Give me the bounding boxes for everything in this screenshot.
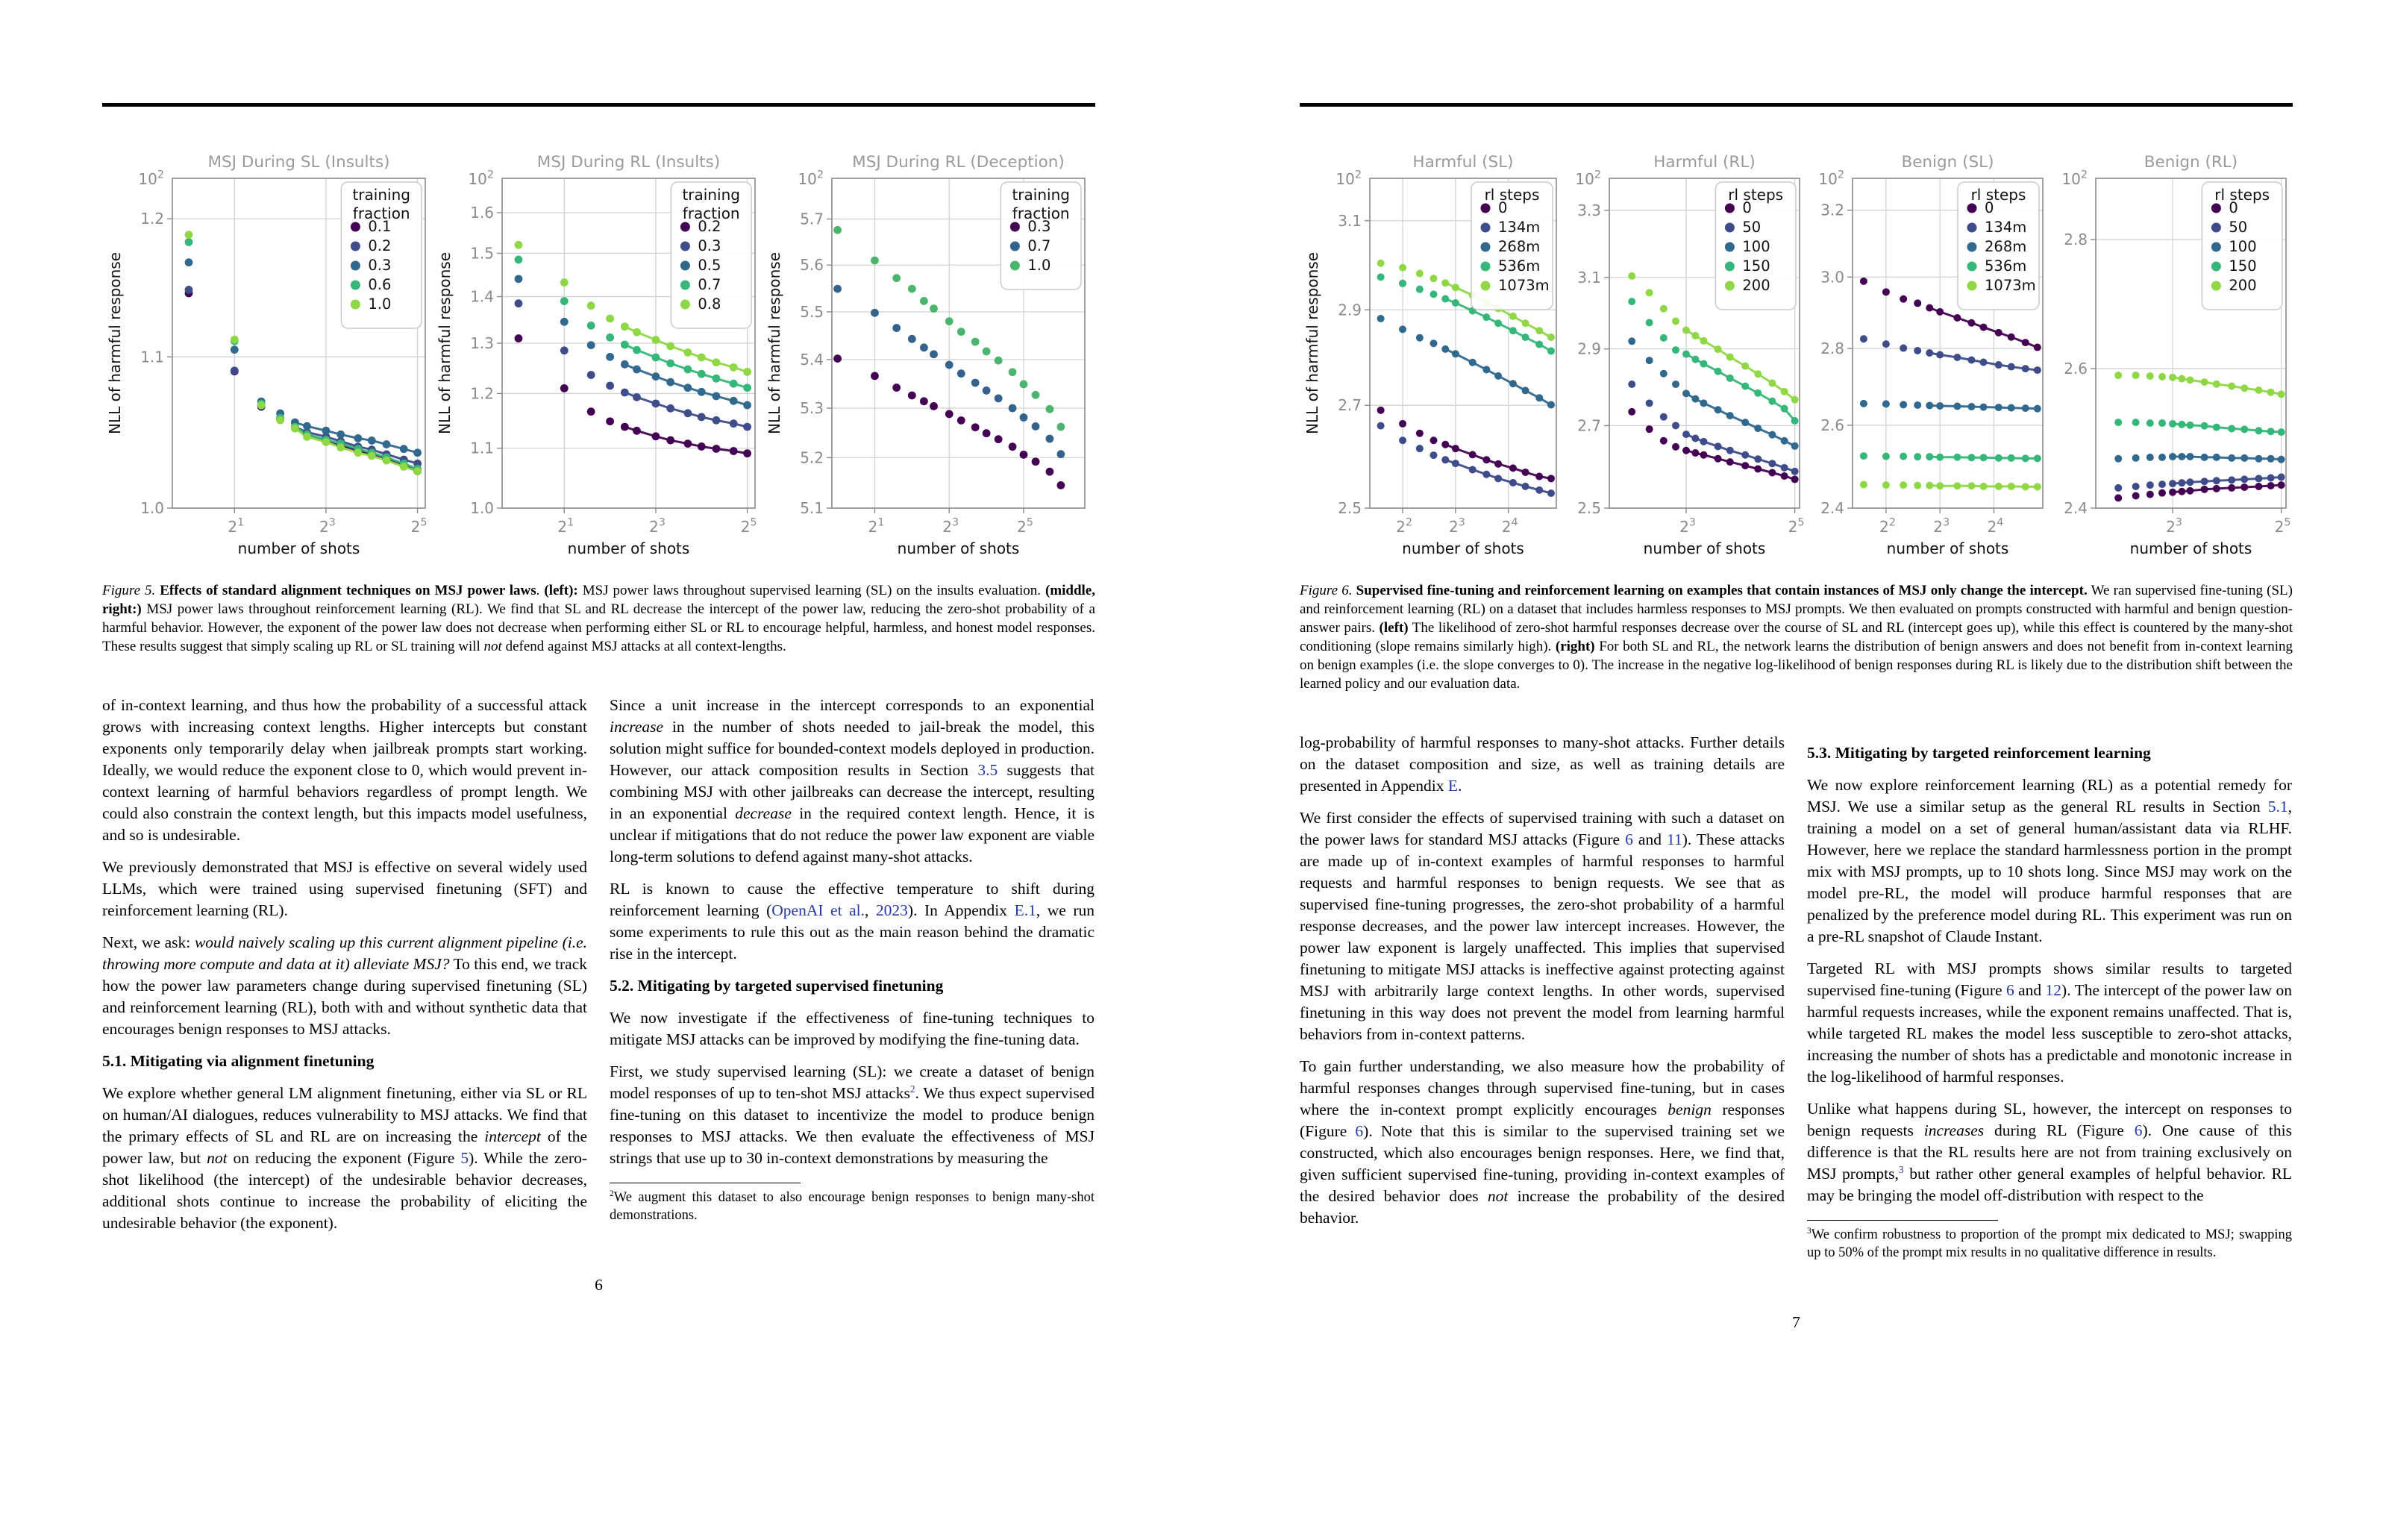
svg-text:23: $2^3$ bbox=[942, 516, 959, 536]
svg-text:50: 50 bbox=[2229, 218, 2248, 236]
svg-text:5.4: 5.4 bbox=[800, 350, 824, 369]
text-segment: and bbox=[1632, 830, 1668, 848]
svg-text:rl steps: rl steps bbox=[1728, 185, 1784, 204]
svg-text:number of shots: number of shots bbox=[237, 539, 360, 557]
paragraph bbox=[102, 932, 587, 1040]
text-segment: ). Note that this is similar to the supervised training set we constructed, which also encourages benign responses. Here, we find that, given sufficient supervised fine-tuning, providing in-context examples of the desired behavior does bbox=[1300, 1121, 1785, 1205]
svg-text:23: $2^3$ bbox=[648, 516, 666, 536]
svg-text:102: $10^2$ bbox=[468, 169, 494, 188]
svg-text:25: $2^5$ bbox=[1788, 516, 1805, 536]
svg-text:23: $2^3$ bbox=[319, 516, 336, 536]
page-7-content bbox=[1300, 0, 2293, 1411]
text-segment: intercept bbox=[484, 1127, 541, 1145]
svg-text:2.5: 2.5 bbox=[1338, 498, 1362, 517]
svg-text:0.5: 0.5 bbox=[698, 256, 721, 274]
text-segment: suggests that combining MSJ with other jailbreaks can decrease the intercept, resulting in an exponential bbox=[610, 760, 1095, 822]
page-number-7: 7 bbox=[1792, 1312, 1800, 1331]
svg-text:23: $2^3$ bbox=[1933, 516, 1950, 536]
svg-text:24: $2^4$ bbox=[1987, 516, 2004, 536]
svg-text:0.8: 0.8 bbox=[698, 295, 721, 313]
svg-text:Harmful (RL): Harmful (RL) bbox=[1653, 152, 1756, 172]
svg-text:24: $2^4$ bbox=[1501, 516, 1518, 536]
svg-text:3.2: 3.2 bbox=[1820, 201, 1844, 219]
svg-text:1.0: 1.0 bbox=[1027, 256, 1051, 274]
svg-text:102: $10^2$ bbox=[138, 169, 164, 188]
svg-text:0.2: 0.2 bbox=[368, 237, 392, 254]
page-6-column-1 bbox=[102, 695, 587, 1374]
svg-text:1.2: 1.2 bbox=[470, 384, 494, 402]
text-segment: . We thus expect supervised fine-tuning on this dataset to incentivize the model to produce benign responses to MSJ attacks. We then evaluate the effectiveness of MSJ strings that use up to 30 in-context demonstrations by measuring the bbox=[610, 1083, 1095, 1167]
inline-reference-link[interactable]: 12 bbox=[2045, 980, 2062, 999]
svg-text:200: 200 bbox=[2229, 276, 2257, 294]
paragraph bbox=[102, 1083, 587, 1234]
page-7-column-2 bbox=[1807, 732, 2292, 1411]
svg-text:1073m: 1073m bbox=[1498, 276, 1550, 294]
svg-text:1.6: 1.6 bbox=[470, 203, 494, 222]
page-number-6: 6 bbox=[595, 1275, 603, 1294]
text-segment: would naively scaling up this current alignment pipeline (i.e. throwing more compute and data at it) alleviate MSJ? bbox=[102, 933, 588, 973]
inline-reference-link[interactable]: 5.1 bbox=[2267, 797, 2288, 816]
fig5-msj-during-rl-insults-chart bbox=[432, 144, 762, 562]
svg-text:2.4: 2.4 bbox=[2064, 498, 2088, 517]
svg-text:22: $2^2$ bbox=[1879, 516, 1896, 536]
svg-text:1.0: 1.0 bbox=[368, 295, 392, 313]
header-rule bbox=[1300, 103, 2293, 107]
svg-text:fraction: fraction bbox=[352, 204, 410, 222]
svg-text:1.1: 1.1 bbox=[470, 439, 494, 457]
chart-svg-benign-rl bbox=[2049, 144, 2293, 562]
svg-text:21: $2^1$ bbox=[557, 516, 574, 536]
svg-text:2.9: 2.9 bbox=[1577, 339, 1601, 358]
svg-text:NLL of harmful response: NLL of harmful response bbox=[436, 251, 454, 434]
svg-text:0.2: 0.2 bbox=[698, 217, 721, 235]
svg-text:training: training bbox=[1012, 185, 1070, 204]
text-segment: To gain further understanding, we also measure how the probability of harmful responses changes through supervised fine-tuning, but in cases where the in-context prompt explicitly encourages bbox=[1300, 1057, 1785, 1118]
svg-text:MSJ During RL (Deception): MSJ During RL (Deception) bbox=[852, 152, 1065, 172]
text-segment: of in-context learning, and thus how the probability of a successful attack grows with increasing context lengths. Higher intercepts but constant exponents only temporarily delay when jailbreak prompts start working. Ideally, we would reduce the exponent close to 0, which would prevent in-context learning of harmful behaviors regardless of prompt length. We could also constrain the context length, but this impacts model usefulness, and so is undesirable. bbox=[102, 695, 587, 844]
inline-reference-link[interactable]: 3.5 bbox=[977, 760, 998, 779]
svg-text:102: $10^2$ bbox=[2061, 169, 2088, 188]
svg-text:0.7: 0.7 bbox=[698, 275, 721, 293]
paragraph bbox=[1807, 1098, 2292, 1206]
header-rule bbox=[102, 103, 1095, 107]
chart-svg-harmful-rl bbox=[1563, 144, 1806, 562]
svg-text:150: 150 bbox=[2229, 257, 2257, 275]
svg-text:0: 0 bbox=[1742, 198, 1752, 216]
svg-text:2.7: 2.7 bbox=[1577, 416, 1601, 434]
text-segment: (left) bbox=[1379, 619, 1409, 636]
svg-text:number of shots: number of shots bbox=[1643, 539, 1766, 557]
inline-reference-link[interactable]: 11 bbox=[1667, 830, 1682, 848]
inline-reference-link[interactable]: E.1 bbox=[1014, 901, 1036, 919]
svg-text:training: training bbox=[352, 185, 410, 204]
page-6-column-2 bbox=[610, 695, 1095, 1374]
text-segment: 3 bbox=[1807, 1226, 1811, 1236]
text-segment: RL is known to cause the effective temperature to shift during reinforcement learning ( bbox=[610, 879, 1095, 919]
text-segment: responses (Figure bbox=[1300, 1100, 1785, 1140]
inline-reference-link[interactable]: 2 bbox=[909, 1083, 915, 1095]
text-segment: in the required context length. Hence, it is unclear if mitigations that do not reduce the power law exponent are viable long-term solutions to defend against many-shot attacks. bbox=[610, 804, 1095, 866]
svg-text:5.3: 5.3 bbox=[800, 398, 824, 417]
svg-text:536m: 536m bbox=[1985, 257, 2027, 275]
svg-text:MSJ During SL (Insults): MSJ During SL (Insults) bbox=[207, 152, 390, 172]
inline-reference-link[interactable]: 6 bbox=[1625, 830, 1633, 848]
svg-text:number of shots: number of shots bbox=[567, 539, 690, 557]
text-segment: We now investigate if the effectiveness of fine-tuning techniques to mitigate MSJ attacks can be improved by modifying the fine-tuning data. bbox=[610, 1008, 1095, 1048]
svg-text:2.5: 2.5 bbox=[1577, 498, 1601, 517]
text-segment: in the number of shots needed to jail-break the model, this solution might suffice for bounded-context models deployed in production. However, our attack composition results in Section bbox=[610, 717, 1095, 779]
figure6-caption bbox=[1300, 581, 2293, 693]
svg-text:1.3: 1.3 bbox=[470, 334, 494, 352]
svg-text:2.6: 2.6 bbox=[2064, 359, 2088, 378]
svg-text:fraction: fraction bbox=[1012, 204, 1070, 222]
svg-text:23: $2^3$ bbox=[1448, 516, 1465, 536]
svg-text:2.8: 2.8 bbox=[1820, 339, 1844, 357]
paragraph bbox=[610, 695, 1095, 868]
svg-text:5.2: 5.2 bbox=[800, 448, 824, 466]
svg-text:21: $2^1$ bbox=[228, 516, 245, 536]
inline-reference-link[interactable]: 6 bbox=[2134, 1121, 2143, 1139]
svg-text:268m: 268m bbox=[1985, 237, 2027, 255]
text-segment: on reducing the exponent (Figure bbox=[227, 1148, 461, 1167]
svg-text:100: 100 bbox=[1742, 237, 1770, 255]
svg-text:200: 200 bbox=[1742, 276, 1770, 294]
svg-text:number of shots: number of shots bbox=[2129, 539, 2252, 557]
svg-text:536m: 536m bbox=[1498, 257, 1541, 275]
svg-text:number of shots: number of shots bbox=[1402, 539, 1524, 557]
svg-text:MSJ During RL (Insults): MSJ During RL (Insults) bbox=[536, 152, 721, 172]
text-segment: (left): bbox=[544, 582, 578, 598]
page-6-columns bbox=[102, 695, 1095, 1374]
svg-text:NLL of harmful response: NLL of harmful response bbox=[106, 251, 124, 434]
text-segment: (right) bbox=[1555, 638, 1595, 654]
text-segment: , bbox=[864, 901, 876, 919]
svg-text:number of shots: number of shots bbox=[897, 539, 1020, 557]
page-7-columns bbox=[1300, 732, 2293, 1411]
svg-text:number of shots: number of shots bbox=[1886, 539, 2009, 557]
paragraph bbox=[102, 695, 587, 846]
svg-text:5.6: 5.6 bbox=[800, 255, 824, 274]
svg-text:134m: 134m bbox=[1985, 218, 2027, 236]
text-segment: We explore whether general LM alignment finetuning, either via SL or RL on human/AI dialogues, reduces vulnerability to MSJ attacks. We find that the primary effects of SL and RL are on increasing the bbox=[102, 1083, 587, 1145]
text-segment: ). In Appendix bbox=[907, 901, 1015, 919]
svg-text:0.6: 0.6 bbox=[368, 275, 392, 293]
svg-text:1.1: 1.1 bbox=[140, 347, 164, 366]
text-segment: To this end, we track how the power law parameters change during supervised finetuning (SL) and reinforcement learning (RL), both with and without synthetic data that encourages benign responses to MSJ attacks. bbox=[102, 954, 587, 1038]
svg-text:25: $2^5$ bbox=[740, 516, 757, 536]
text-segment: ). The intercept of the power law on harmful requests increases, while the exponent remains unaffected. That is, while targeted RL makes the model less susceptible to zero-shot attacks, increasing the number of shots has a predictable and monotonic increase in the log-likelihood of harmful responses. bbox=[1807, 980, 2292, 1086]
paragraph bbox=[1807, 958, 2292, 1088]
svg-text:1.4: 1.4 bbox=[470, 287, 494, 306]
svg-text:Benign (SL): Benign (SL) bbox=[1901, 152, 1994, 172]
svg-text:NLL of harmful response: NLL of harmful response bbox=[765, 251, 783, 434]
text-segment: Unlike what happens during SL, however, the intercept on responses to benign requests bbox=[1807, 1099, 2292, 1139]
svg-text:1.2: 1.2 bbox=[140, 209, 164, 228]
inline-reference-link[interactable]: 3 bbox=[1898, 1163, 1904, 1175]
paragraph bbox=[1300, 1056, 1785, 1229]
chart-svg-msj-rl-insults bbox=[432, 144, 762, 562]
text-segment: decrease bbox=[735, 804, 792, 822]
inline-reference-link[interactable]: 6 bbox=[2005, 980, 2014, 999]
svg-text:Benign (RL): Benign (RL) bbox=[2144, 152, 2238, 172]
text-segment: defend against MSJ attacks at all context-lengths. bbox=[501, 638, 786, 654]
text-segment: MSJ power laws throughout supervised learning (SL) on the insults evaluation. bbox=[577, 582, 1045, 598]
svg-text:1073m: 1073m bbox=[1985, 276, 2036, 294]
svg-text:2.9: 2.9 bbox=[1338, 300, 1362, 319]
figure6 bbox=[1300, 144, 2293, 562]
text-segment: , we run some experiments to rule this out as the main reason behind the dramatic rise in the intercept. bbox=[610, 901, 1095, 962]
chart-svg-msj-sl-insults bbox=[102, 144, 432, 562]
svg-text:2.4: 2.4 bbox=[1820, 498, 1844, 517]
svg-text:0.3: 0.3 bbox=[368, 256, 392, 274]
fig6-harmful-sl-chart bbox=[1300, 144, 1563, 562]
text-segment: (middle, right:) bbox=[102, 582, 1096, 617]
chart-svg-harmful-sl bbox=[1300, 144, 1563, 562]
text-segment: Figure 6. bbox=[1300, 582, 1353, 598]
svg-text:3.1: 3.1 bbox=[1338, 211, 1362, 230]
text-segment: not bbox=[1487, 1186, 1509, 1205]
text-segment: ). While the zero-shot likelihood (the intercept) of the undesirable behavior decreases, additional shots continue to increase the probability of eliciting the undesirable behavior (the exponent). bbox=[102, 1148, 587, 1232]
svg-text:NLL of harmful response: NLL of harmful response bbox=[1303, 251, 1321, 434]
svg-text:1.5: 1.5 bbox=[470, 243, 494, 262]
paragraph bbox=[1300, 732, 1785, 797]
text-segment: Next, we ask: bbox=[102, 933, 195, 951]
fig5-msj-during-sl-insults-chart bbox=[102, 144, 432, 562]
svg-text:102: $10^2$ bbox=[1818, 169, 1844, 188]
svg-text:50: 50 bbox=[1742, 218, 1762, 236]
svg-text:5.5: 5.5 bbox=[800, 302, 824, 321]
footnote-rule bbox=[1807, 1220, 1998, 1221]
svg-text:22: $2^2$ bbox=[1396, 516, 1412, 536]
svg-text:23: $2^3$ bbox=[2166, 516, 2182, 536]
svg-text:150: 150 bbox=[1742, 257, 1770, 275]
svg-text:102: $10^2$ bbox=[798, 169, 824, 188]
paragraph bbox=[610, 1007, 1095, 1051]
text-segment: benign bbox=[1668, 1100, 1712, 1118]
page-7 bbox=[1192, 0, 2383, 1540]
text-segment: ). One cause of this difference is that the RL results here are not from training exclusively on MSJ prompts, bbox=[1807, 1121, 2293, 1183]
text-segment: during RL (Figure bbox=[1984, 1121, 2135, 1139]
text-segment: not bbox=[483, 638, 502, 654]
text-segment: The likelihood of zero-shot harmful responses decrease over the course of SL and RL (intercept goes up), while this effect is countered by the many-shot conditioning (slope remains similarly high). bbox=[1300, 619, 2293, 654]
svg-text:0.7: 0.7 bbox=[1027, 237, 1051, 254]
section-heading: 5.2. Mitigating by targeted supervised finetuning bbox=[610, 976, 944, 995]
svg-text:134m: 134m bbox=[1498, 218, 1541, 236]
text-segment: ). These attacks are made up of in-context examples of harmful responses to harmful requests and harmful responses to benign requests. We see that as supervised fine-tuning progresses, the zero-shot probability of a harmful response decreases, and the power law intercept increases. However, the power law exponent is largely unaffected. This implies that supervised finetuning to mitigate MSJ attacks is ineffective against protecting against MSJ with arbitrarily large context lengths. In other words, supervised finetuning in this way does not prevent the model from learning harmful behaviors from in-context patterns. bbox=[1300, 830, 1785, 1043]
text-segment: Figure 5. bbox=[102, 582, 156, 598]
figure5 bbox=[102, 144, 1095, 562]
text-segment: For both SL and RL, the network learns the distribution of benign answers and does not benefit from in-context learning on benign examples (i.e. the slope converges to 0). The increase in the negative log-likelihood of benign responses during RL is likely due to the distribution shift between the learned policy and our evaluation data. bbox=[1300, 638, 2293, 692]
text-segment: 2 bbox=[610, 1189, 614, 1198]
svg-text:21: $2^1$ bbox=[868, 516, 885, 536]
svg-text:2.8: 2.8 bbox=[2064, 230, 2088, 248]
text-segment: First, we study supervised learning (SL): we create a dataset of benign model responses of up to ten-shot MSJ attacks bbox=[610, 1062, 1095, 1102]
svg-text:2.7: 2.7 bbox=[1338, 395, 1362, 414]
text-segment: , training a model on a set of general human/assistant data via RLHF. However, here we replace the standard harmlessness portion in the prompt mix with MSJ prompts, up to 10 shots long. Since MSJ may work on the model pre-RL, the model will produce harmful responses that are penalized by the preference model during RL. This experiment was run on a pre-RL snapshot of Claude Instant. bbox=[1807, 797, 2292, 945]
figure5-caption bbox=[102, 581, 1095, 656]
inline-reference-link[interactable]: 2023 bbox=[875, 901, 908, 919]
text-segment: log-probability of harmful responses to many-shot attacks. Further details on the dataset composition and size, as well as training details are presented in Appendix bbox=[1300, 733, 1785, 795]
section-heading: 5.1. Mitigating via alignment finetuning bbox=[102, 1051, 375, 1070]
text-segment: We now explore reinforcement learning (RL) as a potential remedy for MSJ. We use a similar setup as the general RL results in Section bbox=[1807, 775, 2292, 816]
text-segment: . bbox=[1457, 776, 1462, 795]
svg-text:0: 0 bbox=[1498, 198, 1508, 216]
footnote bbox=[1807, 1220, 2292, 1262]
svg-text:Harmful (SL): Harmful (SL) bbox=[1412, 152, 1514, 172]
svg-text:5.7: 5.7 bbox=[800, 210, 824, 228]
inline-reference-link[interactable]: E bbox=[1447, 776, 1458, 795]
svg-text:0.3: 0.3 bbox=[1027, 217, 1051, 235]
text-segment: increase bbox=[610, 717, 664, 736]
inline-reference-link[interactable]: 5 bbox=[460, 1148, 469, 1167]
svg-text:25: $2^5$ bbox=[2274, 516, 2291, 536]
svg-text:0.1: 0.1 bbox=[368, 217, 392, 235]
svg-text:3.1: 3.1 bbox=[1577, 268, 1601, 287]
fig5-msj-during-rl-deception-chart bbox=[762, 144, 1092, 562]
text-segment: We augment this dataset to also encourage benign responses to benign many-shot demonstrations. bbox=[610, 1189, 1095, 1223]
svg-text:rl steps: rl steps bbox=[2214, 185, 2270, 204]
fig6-harmful-rl-chart bbox=[1563, 144, 1806, 562]
inline-reference-link[interactable]: OpenAI et al. bbox=[771, 901, 865, 919]
section-heading: 5.3. Mitigating by targeted reinforcement learning bbox=[1807, 743, 2151, 762]
footnote bbox=[610, 1183, 1095, 1224]
text-segment: not bbox=[207, 1148, 228, 1167]
page-6-content bbox=[102, 0, 1095, 1374]
svg-text:3.3: 3.3 bbox=[1577, 201, 1601, 219]
svg-text:1.0: 1.0 bbox=[140, 498, 164, 517]
svg-text:102: $10^2$ bbox=[1575, 169, 1601, 188]
page-7-column-1 bbox=[1300, 732, 1785, 1411]
text-segment: Effects of standard alignment techniques on MSJ power laws bbox=[160, 582, 536, 598]
svg-text:23: $2^3$ bbox=[1679, 516, 1696, 536]
svg-text:2.6: 2.6 bbox=[1820, 416, 1844, 434]
paragraph bbox=[1300, 807, 1785, 1045]
text-segment: . bbox=[536, 582, 545, 598]
text-segment: We previously demonstrated that MSJ is effective on several widely used LLMs, which were trained using supervised finetuning (SFT) and reinforcement learning (RL). bbox=[102, 857, 587, 919]
text-segment: of the power law, but bbox=[102, 1127, 587, 1167]
svg-text:5.1: 5.1 bbox=[800, 498, 824, 517]
svg-text:rl steps: rl steps bbox=[1970, 185, 2026, 204]
text-segment: but rather other general examples of helpful behavior. RL may be bringing the model off-distribution with respect to the bbox=[1807, 1164, 2292, 1204]
text-segment: Supervised fine-tuning and reinforcement learning on examples that contain instances of MSJ only change the intercept. bbox=[1356, 582, 2088, 598]
svg-text:1.0: 1.0 bbox=[470, 498, 494, 517]
text-segment: Since a unit increase in the intercept corresponds to an exponential bbox=[610, 695, 1095, 714]
svg-text:102: $10^2$ bbox=[1335, 169, 1362, 188]
svg-text:training: training bbox=[682, 185, 740, 204]
text-segment: MSJ power laws throughout reinforcement learning (RL). We find that SL and RL decrease the intercept of the power law, reducing the zero-shot probability of a harmful behavior. However, the exponent of the power law does not decrease when performing either SL or RL to encourage helpful, harmless, and honest model responses. These results suggest that simply scaling up RL or SL training will bbox=[102, 601, 1095, 654]
svg-text:100: 100 bbox=[2229, 237, 2257, 255]
svg-text:rl steps: rl steps bbox=[1484, 185, 1540, 204]
chart-svg-msj-rl-deception bbox=[762, 144, 1092, 562]
text-segment: Targeted RL with MSJ prompts shows similar results to targeted supervised fine-tuning (Figure bbox=[1807, 959, 2292, 999]
svg-text:3.0: 3.0 bbox=[1820, 267, 1844, 286]
svg-text:268m: 268m bbox=[1498, 237, 1541, 255]
text-segment: and bbox=[2014, 980, 2046, 999]
svg-text:0: 0 bbox=[2229, 198, 2238, 216]
text-segment: We confirm robustness to proportion of the prompt mix dedicated to MSJ; swapping up to 50% of the prompt mix results in no qualitative difference in results. bbox=[1807, 1227, 2292, 1260]
inline-reference-link[interactable]: 6 bbox=[1355, 1121, 1364, 1140]
chart-svg-benign-sl bbox=[1806, 144, 2049, 562]
svg-text:0.3: 0.3 bbox=[698, 237, 721, 254]
svg-text:fraction: fraction bbox=[682, 204, 740, 222]
text-segment: increase the probability of the desired behavior. bbox=[1300, 1186, 1785, 1227]
fig6-benign-sl-chart bbox=[1806, 144, 2049, 562]
svg-text:25: $2^5$ bbox=[1017, 516, 1033, 536]
text-segment: We first consider the effects of supervised training with such a dataset on the power laws for standard MSJ attacks (Figure bbox=[1300, 808, 1785, 848]
text-segment: We ran supervised fine-tuning (SL) and reinforcement learning (RL) on a dataset that includes harmless responses to MSJ prompts. We then evaluated on prompts constructed with harmful and benign question-answer pairs. bbox=[1300, 582, 2293, 636]
fig6-benign-rl-chart bbox=[2049, 144, 2293, 562]
paragraph bbox=[610, 1061, 1095, 1169]
svg-text:25: $2^5$ bbox=[410, 516, 428, 536]
text-segment: increases bbox=[1923, 1121, 1985, 1139]
svg-text:0: 0 bbox=[1985, 198, 1994, 216]
paragraph bbox=[1807, 774, 2292, 948]
paragraph bbox=[610, 878, 1095, 965]
paragraph bbox=[102, 857, 587, 921]
